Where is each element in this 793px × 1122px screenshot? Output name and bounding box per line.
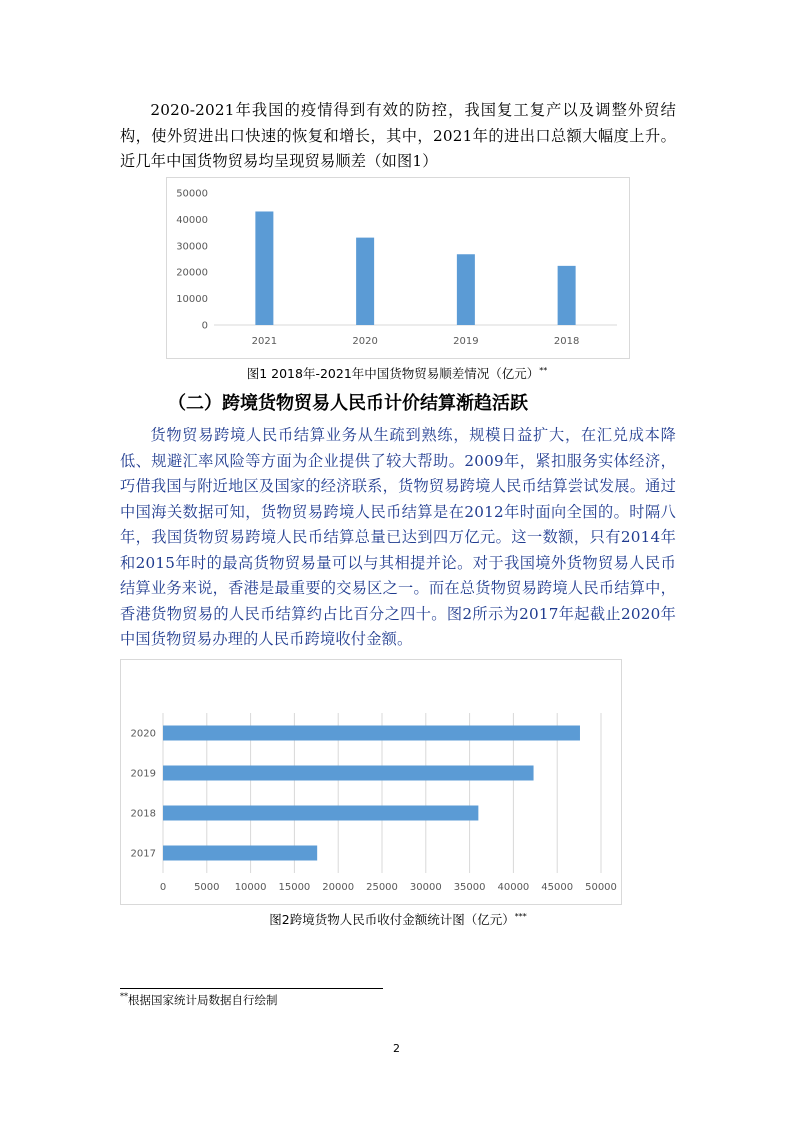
bar <box>255 211 273 325</box>
figure2-caption-mark: *** <box>514 911 527 921</box>
x-tick-label: 2021 <box>251 336 278 347</box>
y-tick-label: 10000 <box>176 294 208 306</box>
figure2-chart <box>120 659 622 905</box>
y-tick-label: 40000 <box>176 214 208 226</box>
y-tick-label: 30000 <box>176 241 208 253</box>
x-tick-label: 0 <box>159 882 167 893</box>
x-tick-label: 30000 <box>409 882 442 893</box>
bar <box>163 806 478 821</box>
x-tick-label: 45000 <box>541 882 574 893</box>
figure1-chart <box>166 177 630 359</box>
x-tick-label: 25000 <box>366 882 398 893</box>
y-tick-label: 50000 <box>176 188 208 200</box>
x-tick-label: 10000 <box>234 882 267 893</box>
section-heading: （二）跨境货物贸易人民币计价结算渐趋活跃 <box>168 393 528 414</box>
y-tick-label: 0 <box>201 320 208 332</box>
y-tick-label: 2017 <box>130 848 156 860</box>
figure2-svg <box>121 660 621 904</box>
page-number: 2 <box>393 1042 400 1055</box>
figure1-svg <box>167 178 629 358</box>
x-tick-label: 35000 <box>453 882 486 893</box>
footnote <box>120 992 278 1008</box>
intro-paragraph: 2020-2021年我国的疫情得到有效的防控，我国复工复产以及调整外贸结构，使外贸进出口快速的恢复和增长，其中，2021年的进出口总额大幅度上升。近几年中国货物贸易均呈现贸易顺差（如图1） <box>120 101 676 170</box>
body-paragraph: 货物贸易跨境人民币结算业务从生疏到熟练，规模日益扩大，在汇兑成本降低、规避汇率风险等方面为企业提供了较大帮助。2009年，紧扣服务实体经济，巧借我国与附近地区及国家的经济联系，货物贸易跨境人民币结算尝试发展。通过中国海关数据可知，货物贸易跨境人民币结算是在2012年时面向全国的。时隔八年，我国货物贸易跨境人民币结算总量已达到四万亿元。这一数额，只有2014年和2015年时的最高货物贸易量可以与其相提并论。对于我国境外货物贸易人民币结算业务来说，香港是最重要的交易区之一。而在总货物贸易跨境人民币结算中，香港货物贸易的人民币结算约占比百分之四十。图2所示为2017年起截止2020年中国货物贸易办理的人民币跨境收付金额。 <box>120 426 676 648</box>
x-tick-label: 5000 <box>194 882 220 893</box>
y-tick-label: 20000 <box>176 267 208 279</box>
figure1-caption <box>166 364 628 382</box>
x-tick-label: 2018 <box>553 336 580 347</box>
y-tick-label: 2019 <box>130 768 156 780</box>
bar <box>163 726 580 741</box>
figure1-caption-mark: ** <box>539 365 548 375</box>
y-tick-label: 2020 <box>130 728 156 740</box>
x-tick-label: 20000 <box>322 882 355 893</box>
figure2-caption-text: 图2跨境货物人民币收付金额统计图（亿元） <box>269 912 515 927</box>
x-tick-label: 50000 <box>585 882 617 893</box>
y-tick-label: 2018 <box>130 808 156 820</box>
bar <box>558 266 576 325</box>
x-tick-label: 15000 <box>278 882 311 893</box>
bar <box>356 238 374 325</box>
figure1-caption-text: 图1 2018年-2021年中国货物贸易顺差情况（亿元） <box>246 366 540 381</box>
x-tick-label: 2020 <box>352 336 378 347</box>
bar <box>163 766 534 781</box>
footnote-rule <box>120 988 383 989</box>
figure2-caption <box>120 910 676 928</box>
x-tick-label: 40000 <box>497 882 530 893</box>
bar <box>163 846 317 861</box>
footnote-mark: ** <box>120 992 128 1002</box>
footnote-text: 根据国家统计局数据自行绘制 <box>128 993 278 1007</box>
x-tick-label: 2019 <box>453 336 479 347</box>
bar <box>457 254 475 325</box>
